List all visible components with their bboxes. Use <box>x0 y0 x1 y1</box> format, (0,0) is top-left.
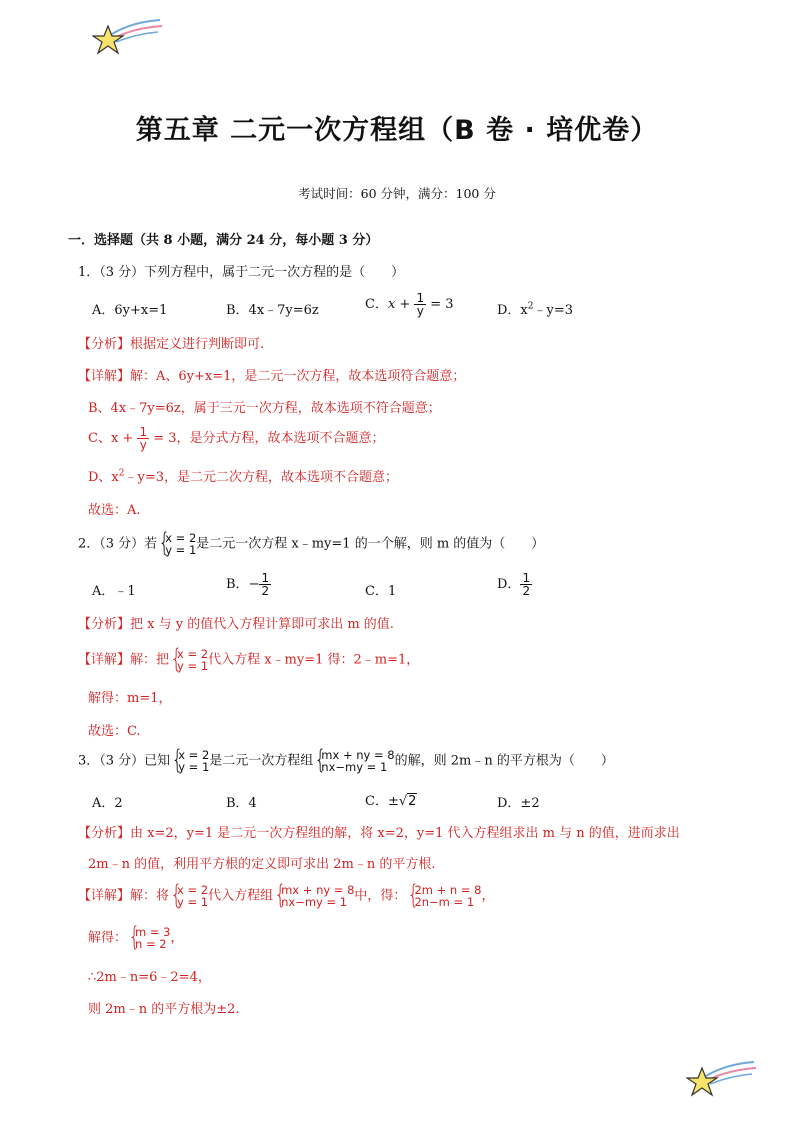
q3-option-a: A．2 <box>92 796 123 811</box>
q3-detail-4: 则 2m﹣n 的平方根为±2. <box>88 1002 240 1017</box>
q3-detail-3: ∴2m﹣n=6﹣2=4， <box>88 970 211 985</box>
q2-option-b: B．− $\frac{1}{2}$ <box>226 571 270 598</box>
q3-analysis-1: 【分析】由 x=2，y=1 是二元一次方程组的解，将 x=2，y=1 代入方程组求出 m 与 n 的值，进而求出 <box>78 826 680 841</box>
q3-option-c: C．±√2 <box>365 794 417 809</box>
exam-info: 考试时间：60 分钟，满分：100 分 <box>298 186 496 201</box>
q2-option-a: A．﹣1 <box>92 584 136 599</box>
q3-option-d: D．±2 <box>497 796 540 811</box>
q3-stem: 3．（3 分）已知 { x = 2 y = 1 是二元一次方程组 { mx + ny = 8 nx−my = 1 的解，则 2m﹣n 的平方根为（ ） <box>78 749 614 773</box>
q1-option-a: A．6y+x=1 <box>92 303 168 318</box>
q1-detail-2: B、4x﹣7y=6z，属于三元一次方程，故本选项不符合题意； <box>88 401 441 416</box>
q1-option-d: D．$x^2﹣y=3$ <box>497 301 574 318</box>
q1-detail-4: D、$x^2﹣y=3$，是二元二次方程，故本选项不合题意； <box>88 468 399 485</box>
q3-analysis-2: 2m﹣n 的值，利用平方根的定义即可求出 2m﹣n 的平方根. <box>88 857 436 872</box>
q3-detail-2: 解得： { m = 3 n = 2 ， <box>88 926 184 950</box>
q1-analysis: 【分析】根据定义进行判断即可. <box>78 337 265 352</box>
q2-option-c: C．1 <box>365 584 397 599</box>
section-heading: 一．选择题（共 8 小题，满分 24 分，每小题 3 分） <box>68 233 379 248</box>
q3-detail-1: 【详解】解：将 { x = 2 y = 1 代入方程组 { mx + ny = 8 nx−my = 1 中，得： { 2m + n = 8 2n−m = 1 ， <box>78 884 494 908</box>
shooting-star-icon-bottom <box>686 1056 758 1100</box>
q1-option-b: B．4x﹣7y=6z <box>226 303 319 318</box>
q2-answer: 故选：C. <box>88 724 141 739</box>
shooting-star-icon-top <box>92 14 164 58</box>
q2-option-d: D． $\frac{1}{2}$ <box>497 571 531 598</box>
q1-option-c: C．x + $\frac{1}{y}$ = 3 <box>365 291 454 318</box>
q2-stem: 2．（3 分）若 { x = 2 y = 1 是二元一次方程 x﹣my=1 的一个解，则 m 的值为（ ） <box>78 532 544 556</box>
q2-detail-2: 解得：m=1， <box>88 691 172 706</box>
page-title: 第五章 二元一次方程组（B 卷 · 培优卷） <box>135 115 659 146</box>
q2-detail-1: 【详解】解：把 { x = 2 y = 1 代入方程 x﹣my=1 得：2﹣m=1， <box>78 648 419 672</box>
q1-stem: 1．（3 分）下列方程中，属于二元一次方程的是（ ） <box>78 265 405 280</box>
q3-option-b: B．4 <box>226 796 257 811</box>
q2-analysis: 【分析】把 x 与 y 的值代入方程计算即可求出 m 的值. <box>78 617 394 632</box>
q1-detail-3: C、x + $\frac{1}{y}$ = 3，是分式方程，故本选项不合题意； <box>88 425 385 452</box>
q1-detail-1: 【详解】解：A、6y+x=1，是二元一次方程，故本选项符合题意； <box>78 369 466 384</box>
q1-answer: 故选：A. <box>88 503 141 518</box>
